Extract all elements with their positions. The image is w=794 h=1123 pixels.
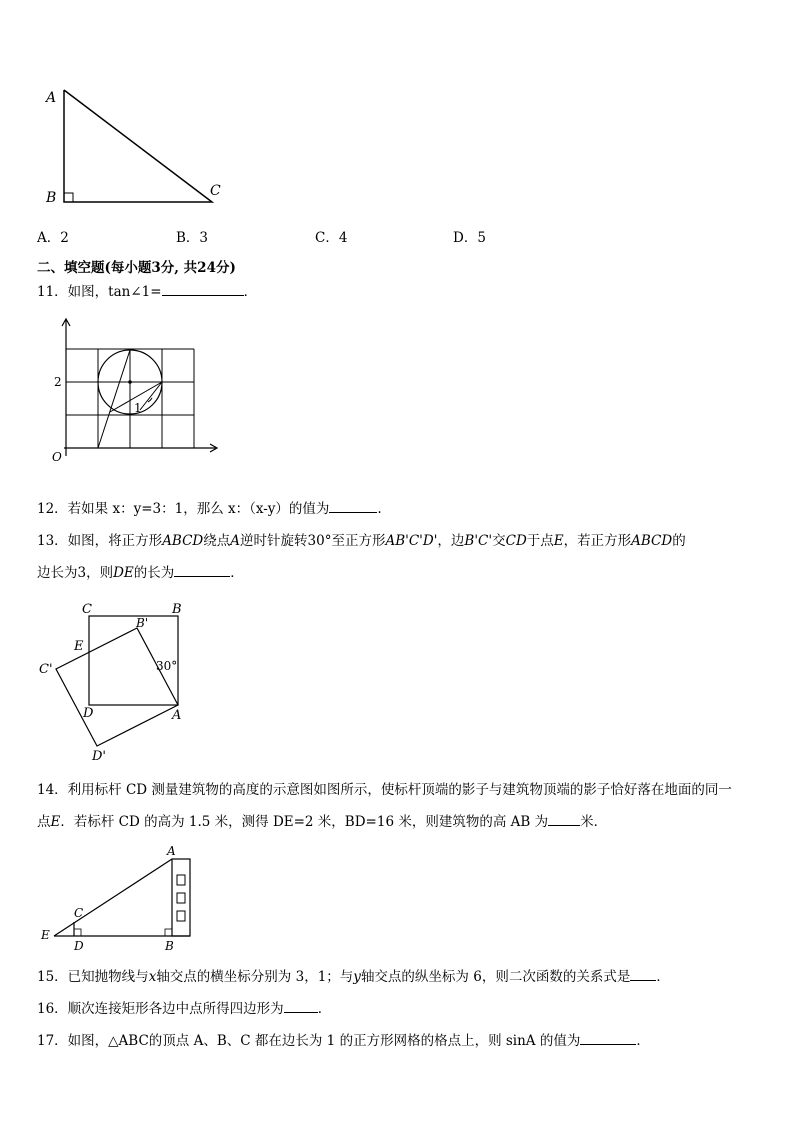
- q13-text: 边长为3，则: [37, 565, 114, 581]
- q14-building-figure: [36, 842, 196, 954]
- label-d: D: [83, 706, 94, 721]
- q13-text: ，若正方形: [563, 533, 632, 549]
- question-14-line2: [37, 812, 607, 831]
- option-d[interactable]: D．5: [453, 230, 486, 246]
- shadow-line: [54, 859, 172, 936]
- math-abcd: ABCD: [631, 533, 673, 549]
- label-c: C: [82, 602, 92, 617]
- math-e: E: [50, 814, 61, 830]
- label-a: A: [167, 844, 176, 858]
- q14-text: 点: [37, 814, 51, 830]
- question-11: [37, 282, 257, 301]
- label-b: B: [46, 190, 57, 206]
- y-tick-2: 2: [54, 375, 62, 389]
- q17-suffix: ．: [636, 1033, 650, 1049]
- label-b: B: [165, 939, 174, 953]
- q12-suffix: .: [377, 501, 382, 517]
- answer-blank[interactable]: [548, 812, 580, 826]
- q14-text: ．若标杆 CD 的高为 1.5 米，测得 DE=2 米，BD=16 米，则建筑物的高 AB 为: [60, 814, 549, 830]
- math-abcd-prime: AB'C'D': [385, 533, 438, 549]
- math-e: E: [553, 533, 564, 549]
- q11-grid-figure: [44, 316, 224, 466]
- label-c: C: [210, 183, 221, 199]
- right-angle-mark: [64, 193, 73, 202]
- label-a: A: [172, 708, 182, 723]
- q13-text: 绕点: [203, 533, 231, 549]
- q13-text: 的长为: [133, 565, 175, 581]
- window: [177, 911, 185, 921]
- question-15: [37, 967, 670, 986]
- q13-text: 交: [492, 533, 506, 549]
- math-a: A: [230, 533, 241, 549]
- origin-label: O: [52, 450, 62, 464]
- math-abcd: ABCD: [162, 533, 204, 549]
- math-de: DE: [113, 565, 134, 581]
- answer-blank[interactable]: [580, 1031, 636, 1045]
- triangle-abc: [64, 90, 212, 202]
- q13-text: 于点: [526, 533, 554, 549]
- label-c-prime: C': [39, 662, 53, 677]
- label-a: A: [46, 90, 57, 106]
- q10-triangle-figure: [40, 80, 230, 215]
- question-13-line2: [37, 563, 244, 582]
- answer-blank[interactable]: [630, 967, 656, 981]
- math-bc-prime: B'C': [464, 533, 493, 549]
- building: [172, 859, 190, 936]
- q11-suffix: ．: [243, 284, 258, 300]
- q13-text: ，边: [437, 533, 465, 549]
- q15-suffix: ．: [656, 969, 670, 985]
- q13-suffix: ．: [230, 565, 244, 581]
- grid: [66, 349, 194, 448]
- question-16: [37, 999, 331, 1018]
- label-b: B: [172, 602, 182, 617]
- answer-blank[interactable]: [174, 563, 230, 577]
- q11-text: 11．如图，tan∠1=: [37, 284, 162, 300]
- window: [177, 875, 185, 885]
- q15-text: 15．已知抛物线与: [37, 969, 149, 985]
- q17-text: 17．如图，△ABC的顶点 A、B、C 都在边长为 1 的正方形网格的格点上，则 sinA 的值为: [37, 1033, 581, 1049]
- q14-suffix: 米．: [580, 814, 608, 830]
- q16-suffix: ．: [317, 1001, 332, 1017]
- answer-blank[interactable]: [284, 999, 318, 1013]
- label-e: E: [74, 639, 84, 654]
- q16-text: 16．顺次连接矩形各边中点所得四边形为: [37, 1001, 284, 1017]
- math-y: y: [353, 969, 361, 985]
- q13-text: 的: [672, 533, 686, 549]
- math-x: x: [148, 969, 157, 985]
- option-b[interactable]: B．3: [176, 230, 209, 246]
- math-cd: CD: [505, 533, 527, 549]
- question-14-line1: 14．利用标杆 CD 测量建筑物的高度的示意图如图所示，使标杆顶端的影子与建筑物顶端的影子恰好落在地面的同一: [37, 782, 732, 798]
- label-e: E: [41, 928, 50, 942]
- q13-square-figure: [36, 598, 196, 768]
- q13-text: 13．如图，将正方形: [37, 533, 163, 549]
- q15-text: 轴交点的横坐标分别为 3，1；与: [156, 969, 354, 985]
- angle-label: 1: [134, 401, 142, 415]
- angle-label: 30°: [156, 659, 178, 673]
- label-c: C: [74, 906, 84, 920]
- label-d: D: [74, 939, 84, 953]
- q13-text: 至正方形: [331, 533, 386, 549]
- option-c[interactable]: C．4: [315, 230, 348, 246]
- answer-blank[interactable]: [329, 499, 377, 513]
- q15-text: 轴交点的纵坐标为 6，则二次函数的关系式是: [360, 969, 631, 985]
- section-title: 二、填空题(每小题3分, 共24分): [37, 260, 236, 276]
- label-d-prime: D': [92, 749, 106, 764]
- question-13-line1: [37, 532, 686, 550]
- window: [177, 893, 185, 903]
- q12-text: 12．若如果 x：y=3：1，那么 x：（x-y）的值为: [37, 501, 330, 517]
- q13-text: 逆时针旋转: [240, 533, 308, 549]
- question-12: [37, 499, 382, 518]
- question-17: [37, 1031, 650, 1050]
- option-a[interactable]: A．2: [37, 230, 69, 246]
- label-b-prime: B': [136, 616, 149, 630]
- right-angle-mark: [165, 929, 172, 936]
- answer-blank[interactable]: [162, 282, 244, 296]
- math-angle: 30°: [307, 533, 332, 549]
- right-angle-mark: [74, 929, 81, 936]
